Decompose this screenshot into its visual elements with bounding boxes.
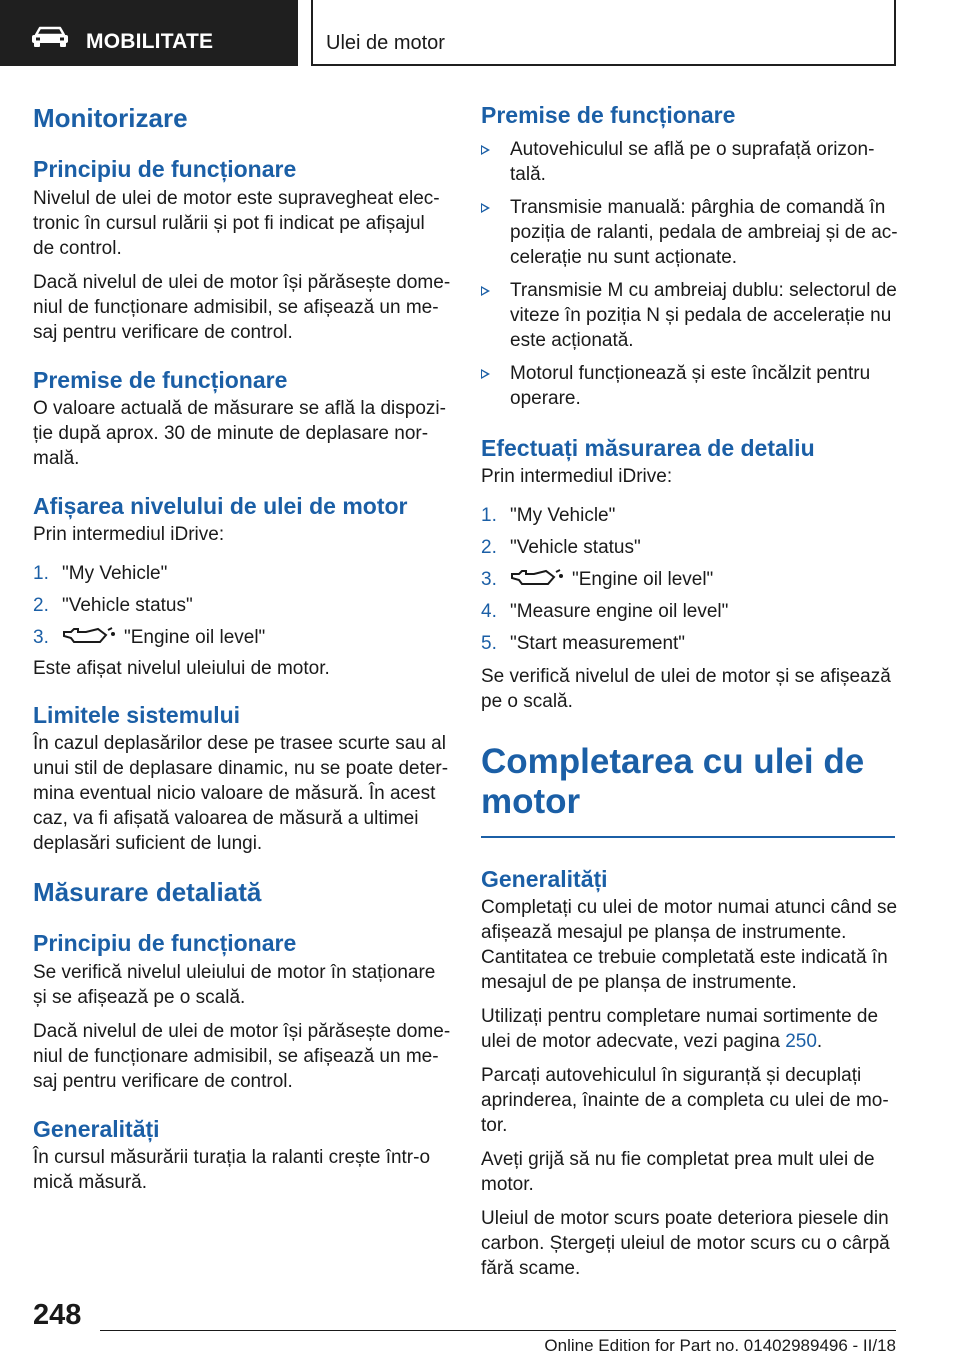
list-text: "Vehicle status" (62, 595, 193, 616)
heading-afisare: Afișarea nivelului de ulei de motor (33, 493, 408, 519)
section-tab (0, 0, 298, 66)
list-item (33, 625, 451, 650)
heading-principiu: Principiu de funcționare (33, 930, 297, 956)
triangle-bullet-icon (481, 369, 490, 379)
paragraph: Dacă nivelul de ulei de motor își părăsește domeniul de funcționare admisibil, se afișează un mesaj pentru verificare de control. (33, 272, 451, 343)
triangle-bullet-icon (481, 145, 490, 155)
heading-monitorizare: Monitorizare (33, 103, 188, 133)
paragraph: Parcați autovehiculul în siguranță și decuplați aprinderea, înainte de a completa cu ulei de motor. (481, 1065, 889, 1136)
heading-premise: Premise de funcționare (481, 102, 736, 128)
list-text: "My Vehicle" (510, 505, 616, 526)
list-number: 2. (481, 537, 497, 558)
paragraph (481, 1004, 899, 1054)
paragraph-text: Utilizați pentru completare numai sortimente de ulei de motor adecvate, vezi pagina (481, 1006, 879, 1052)
page-header (0, 0, 960, 66)
list-item (481, 599, 899, 624)
heading-principiu: Principiu de funcționare (33, 156, 297, 182)
numbered-list (33, 561, 451, 650)
list-number: 1. (33, 563, 49, 584)
list-text: Transmisie M cu ambreiaj dublu: selectorul de viteze în poziția N și pedala de accelerație nu este acționată. (510, 280, 897, 351)
car-icon (30, 26, 70, 48)
page-number: 248 (33, 1299, 82, 1331)
oil-can-icon (510, 568, 564, 588)
list-number: 4. (481, 601, 497, 622)
list-item (481, 631, 899, 656)
heading-completarea: Completarea cu ulei de motor (481, 742, 865, 821)
list-text: "My Vehicle" (62, 563, 168, 584)
triangle-bullet-icon (481, 286, 490, 296)
list-text: "Vehicle status" (510, 537, 641, 558)
list-item (33, 593, 451, 618)
paragraph: Dacă nivelul de ulei de motor își părăsește domeniul de funcționare admisibil, se afișează un mesaj pentru verificare de control. (33, 1021, 451, 1092)
list-text: "Start measurement" (510, 633, 686, 654)
bullet-list (481, 137, 899, 411)
list-text: Transmisie manuală: pârghia de comandă în poziția de ralanti, pedala de ambreiaj și de accelerație nu sunt acționate. (510, 197, 898, 268)
list-item (33, 561, 451, 586)
page-title: Ulei de motor (326, 32, 445, 54)
edition-note: Online Edition for Part no. 01402989496 - II/18 (544, 1336, 896, 1355)
list-item (481, 567, 899, 592)
paragraph-text: . (816, 1031, 823, 1052)
paragraph: Prin intermediul iDrive: (481, 466, 673, 487)
heading-masurare: Măsurare detaliată (33, 877, 262, 907)
section-label: MOBILITATE (86, 30, 214, 53)
paragraph: Aveți grijă să nu fie completat prea mult ulei de motor. (481, 1149, 875, 1195)
paragraph: Se verifică nivelul uleiului de motor în staționare și se afișează pe o scală. (33, 962, 436, 1008)
list-number: 2. (33, 595, 49, 616)
paragraph: În cursul măsurării turația la ralanti crește într-o mică măsură. (33, 1147, 431, 1193)
list-number: 3. (33, 627, 49, 648)
list-text: "Measure engine oil level" (510, 601, 729, 622)
list-text: Autovehiculul se află pe o suprafață orizontală. (510, 139, 875, 185)
left-column (33, 100, 451, 1195)
list-text: "Engine oil level" (124, 627, 266, 648)
list-number: 5. (481, 633, 497, 654)
footer-divider (100, 1330, 896, 1331)
list-text: "Engine oil level" (572, 569, 714, 590)
heading-efectuati: Efectuați măsurarea de detaliu (481, 435, 815, 461)
list-item (481, 195, 899, 270)
page-link[interactable]: 250 (785, 1031, 817, 1052)
list-item (481, 503, 899, 528)
paragraph: Se verifică nivelul de ulei de motor și se afișează pe o scală. (481, 666, 891, 712)
heading-limite: Limitele sistemului (33, 702, 241, 728)
list-item (481, 535, 899, 560)
paragraph: Este afișat nivelul uleiului de motor. (33, 658, 330, 679)
list-number: 1. (481, 505, 497, 526)
paragraph: Nivelul de ulei de motor este supravegheat electronic în cursul rulării și pot fi indicat pe afișajul de control. (33, 188, 440, 259)
numbered-list (481, 503, 899, 656)
heading-premise: Premise de funcționare (33, 367, 288, 393)
paragraph: Completați cu ulei de motor numai atunci când se afișează mesajul pe planșa de instrumente. Cantitatea ce trebuie completată este indicată în mesajul de pe planșa de instrumente. (481, 897, 898, 993)
list-text: Motorul funcționează și este încălzit pentru operare. (510, 363, 871, 409)
paragraph: Uleiul de motor scurs poate deteriora piesele din carbon. Ștergeți uleiul de motor scurs cu o cârpă fără scame. (481, 1208, 890, 1279)
list-item (481, 361, 899, 411)
triangle-bullet-icon (481, 203, 490, 213)
heading-generalitati: Generalități (481, 866, 608, 892)
paragraph: În cazul deplasărilor dese pe trasee scurte sau al unui stil de deplasare dinamic, nu se poate determina eventual nicio valoare de măsură. În acest caz, va fi afișată valoarea de măsură a ultimei deplasări suficient de lungi. (33, 733, 449, 854)
list-number: 3. (481, 569, 497, 590)
list-item (481, 137, 899, 187)
heading-generalitati: Generalități (33, 1116, 160, 1142)
paragraph: O valoare actuală de măsurare se află la dispoziție după aprox. 30 de minute de deplasare normală. (33, 398, 446, 469)
section-divider (481, 836, 895, 838)
right-column (481, 100, 899, 1281)
paragraph: Prin intermediul iDrive: (33, 524, 225, 545)
oil-can-icon (62, 626, 116, 646)
list-item (481, 278, 899, 353)
